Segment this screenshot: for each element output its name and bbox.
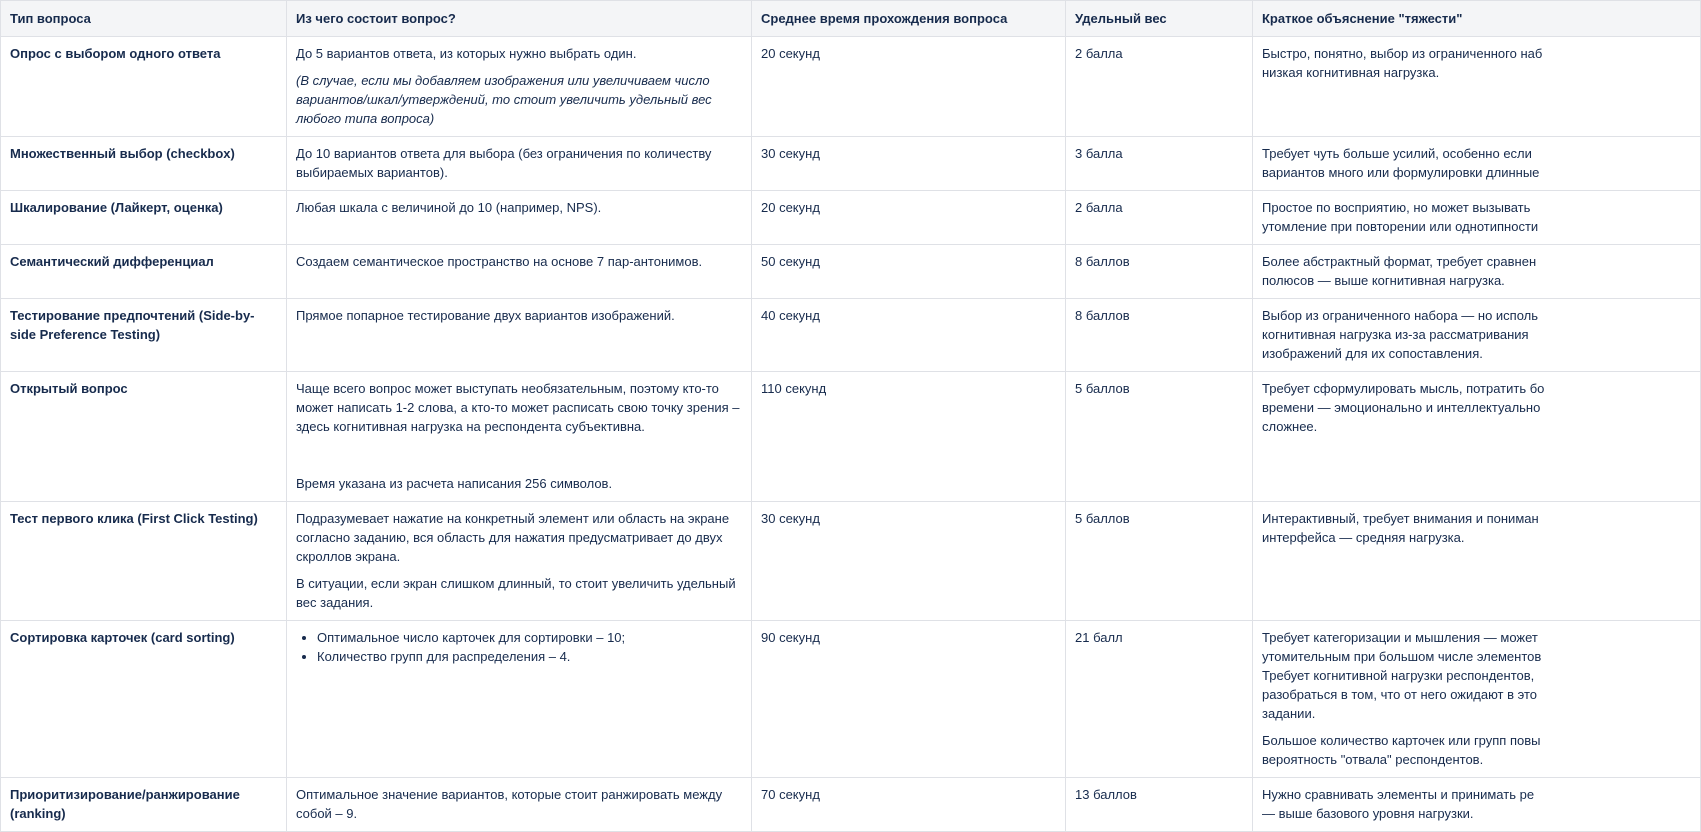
composition-text: Подразумевает нажатие на конкретный элемент или область на экране согласно заданию, вся область для нажатия предусматривает до двух скроллов экрана. (296, 511, 730, 564)
explanation-line: Большое количество карточек или групп повы (1262, 733, 1541, 748)
composition-text: До 5 вариантов ответа, из которых нужно выбрать один. (296, 46, 637, 61)
type-cell[interactable]: Тестирование предпочтений (Side-by-side Preference Testing) (1, 299, 287, 372)
explanation-cell[interactable] (1253, 137, 1701, 191)
header-time[interactable]: Среднее время прохождения вопроса (752, 1, 1066, 37)
time-cell[interactable]: 20 секунд (752, 37, 1066, 137)
table-row (1, 299, 1701, 372)
time-cell[interactable]: 70 секунд (752, 778, 1066, 832)
header-explanation[interactable]: Краткое объяснение "тяжести" (1253, 1, 1701, 37)
table-row (1, 372, 1701, 502)
time-cell[interactable]: 20 секунд (752, 191, 1066, 245)
explanation-line: — выше базового уровня нагрузки. (1262, 806, 1474, 821)
explanation-line: полюсов — выше когнитивная нагрузка. (1262, 273, 1505, 288)
type-cell[interactable]: Приоритизирование/ранжирование (ranking) (1, 778, 287, 832)
weight-cell[interactable]: 2 балла (1066, 37, 1253, 137)
composition-note: В ситуации, если экран слишком длинный, то стоит увеличить удельный вес задания. (296, 576, 736, 610)
table-header-row (1, 1, 1701, 37)
explanation-line: разобраться в том, что от него ожидают в это (1262, 687, 1538, 702)
composition-cell[interactable] (287, 621, 752, 778)
explanation-line: низкая когнитивная нагрузка. (1262, 65, 1440, 80)
explanation-cell[interactable] (1253, 778, 1701, 832)
table-row (1, 137, 1701, 191)
explanation-cell[interactable] (1253, 191, 1701, 245)
type-cell[interactable]: Открытый вопрос (1, 372, 287, 502)
explanation-line: задании. (1262, 706, 1316, 721)
weight-cell[interactable]: 5 баллов (1066, 372, 1253, 502)
composition-cell[interactable] (287, 372, 752, 502)
explanation-line: Требует сформулировать мысль, потратить бо (1262, 381, 1545, 396)
composition-text: Создаем семантическое пространство на основе 7 пар-антонимов. (296, 254, 703, 269)
composition-cell[interactable] (287, 245, 752, 299)
type-cell[interactable]: Множественный выбор (checkbox) (1, 137, 287, 191)
composition-list (296, 628, 742, 666)
composition-text: Любая шкала с величиной до 10 (например, NPS). (296, 200, 602, 215)
explanation-line: когнитивная нагрузка из-за рассматривания (1262, 327, 1529, 342)
header-composition[interactable]: Из чего состоит вопрос? (287, 1, 752, 37)
explanation-line: сложнее. (1262, 419, 1318, 434)
explanation-cell[interactable] (1253, 502, 1701, 621)
explanation-line: интерфейса — средняя нагрузка. (1262, 530, 1465, 545)
time-cell[interactable]: 30 секунд (752, 502, 1066, 621)
explanation-line: вариантов много или формулировки длинные (1262, 165, 1540, 180)
table-row (1, 191, 1701, 245)
composition-cell[interactable] (287, 137, 752, 191)
explanation-cell[interactable] (1253, 372, 1701, 502)
composition-cell[interactable] (287, 191, 752, 245)
table-row (1, 245, 1701, 299)
time-cell[interactable]: 50 секунд (752, 245, 1066, 299)
explanation-line: Выбор из ограниченного набора — но исполь (1262, 308, 1539, 323)
type-cell[interactable]: Тест первого клика (First Click Testing) (1, 502, 287, 621)
table-row (1, 502, 1701, 621)
list-item: • Оптимальное число карточек для сортировки – 10; (317, 628, 742, 647)
composition-note: Время указана из расчета написания 256 символов. (296, 476, 613, 491)
explanation-cell[interactable] (1253, 299, 1701, 372)
explanation-line: Нужно сравнивать элементы и принимать ре (1262, 787, 1535, 802)
explanation-cell[interactable] (1253, 621, 1701, 778)
composition-text: Чаще всего вопрос может выступать необязательным, поэтому кто-то может написать 1-2 слова, а кто-то может расписать свою точку зрения – здесь когнитивная нагрузка на респондента субъективна. (296, 381, 740, 434)
weight-cell[interactable]: 8 баллов (1066, 245, 1253, 299)
weight-cell[interactable]: 8 баллов (1066, 299, 1253, 372)
table-row (1, 37, 1701, 137)
composition-cell[interactable] (287, 299, 752, 372)
time-cell[interactable]: 30 секунд (752, 137, 1066, 191)
explanation-line: изображений для их сопоставления. (1262, 346, 1483, 361)
weight-cell[interactable]: 2 балла (1066, 191, 1253, 245)
header-weight[interactable]: Удельный вес (1066, 1, 1253, 37)
table-row (1, 778, 1701, 832)
weight-cell[interactable]: 21 балл (1066, 621, 1253, 778)
explanation-line: Более абстрактный формат, требует сравнен (1262, 254, 1537, 269)
explanation-line: Интерактивный, требует внимания и пониман (1262, 511, 1539, 526)
weight-cell[interactable]: 3 балла (1066, 137, 1253, 191)
composition-text: До 10 вариантов ответа для выбора (без ограничения по количеству выбираемых вариантов). (296, 146, 712, 180)
weight-cell[interactable]: 5 баллов (1066, 502, 1253, 621)
composition-note: (В случае, если мы добавляем изображения или увеличиваем число вариантов/шкал/утверждений, то стоит увеличить удельный вес любого типа вопроса) (296, 73, 712, 126)
explanation-line: утомительным при большом числе элементов (1262, 649, 1542, 664)
explanation-cell[interactable] (1253, 245, 1701, 299)
time-cell[interactable]: 90 секунд (752, 621, 1066, 778)
explanation-line: Быстро, понятно, выбор из ограниченного наб (1262, 46, 1543, 61)
type-cell[interactable]: Опрос с выбором одного ответа (1, 37, 287, 137)
time-cell[interactable]: 110 секунд (752, 372, 1066, 502)
explanation-line: Требует чуть больше усилий, особенно если (1262, 146, 1532, 161)
time-cell[interactable]: 40 секунд (752, 299, 1066, 372)
composition-cell[interactable] (287, 37, 752, 137)
composition-text: Оптимальное значение вариантов, которые стоит ранжировать между собой – 9. (296, 787, 723, 821)
explanation-line: вероятность "отвала" респондентов. (1262, 752, 1484, 767)
explanation-line: Требует когнитивной нагрузки респондентов, (1262, 668, 1535, 683)
weight-cell[interactable]: 13 баллов (1066, 778, 1253, 832)
type-cell[interactable]: Семантический дифференциал (1, 245, 287, 299)
composition-text: Прямое попарное тестирование двух вариантов изображений. (296, 308, 675, 323)
explanation-line: утомление при повторении или однотипности (1262, 219, 1539, 234)
explanation-cell[interactable] (1253, 37, 1701, 137)
type-cell[interactable]: Шкалирование (Лайкерт, оценка) (1, 191, 287, 245)
header-type[interactable]: Тип вопроса (1, 1, 287, 37)
explanation-line: времени — эмоционально и интеллектуально (1262, 400, 1541, 415)
explanation-line: Простое по восприятию, но может вызывать (1262, 200, 1531, 215)
explanation-line: Требует категоризации и мышления — может (1262, 630, 1538, 645)
composition-cell[interactable] (287, 778, 752, 832)
table-row (1, 621, 1701, 778)
type-cell[interactable]: Сортировка карточек (card sorting) (1, 621, 287, 778)
composition-cell[interactable] (287, 502, 752, 621)
list-item: • Количество групп для распределения – 4. (317, 647, 742, 666)
